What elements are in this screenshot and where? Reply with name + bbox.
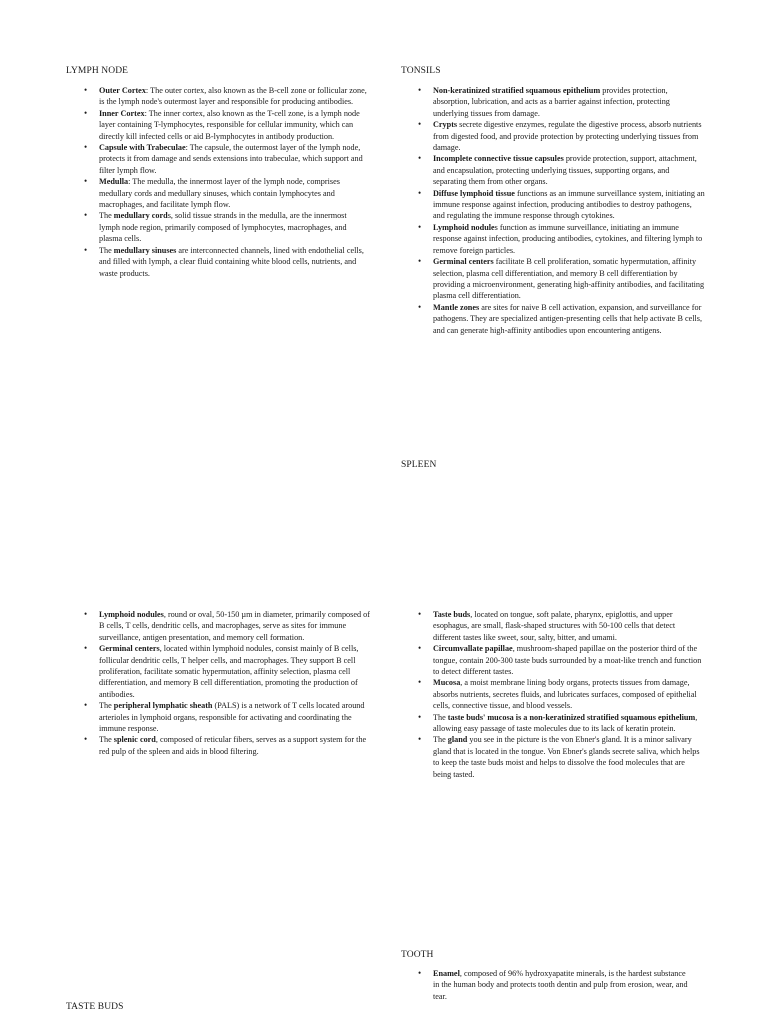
list-item — [433, 968, 693, 1002]
heading-text: SPLEEN — [401, 460, 437, 470]
item-text: secrete digestive enzymes, regulate the digestive process, absorb nutrients from digested food, and provide protection by protecting underlying tissues from damage. — [433, 120, 702, 153]
item-term: Incomplete connective tissue capsules — [433, 154, 564, 164]
tooth-list — [433, 968, 693, 1002]
item-term: Capsule with Trabeculae — [99, 143, 186, 153]
list-item — [99, 108, 369, 142]
item-text: , located within lymphoid nodules, consist mainly of B cells, follicular dendritic cells, T helper cells, and macrophages. They support B cell proliferation, facilitate somatic hypermutation, affinity selection, plasma cell differentiation, and memory B cell differentiation, promoting the production of antibodies. — [99, 644, 359, 699]
item-term: gland — [447, 735, 468, 745]
taste-buds-list — [433, 609, 705, 780]
item-text: are interconnected channels, lined with endothelial cells, and filled with lymph, a clear fluid containing white blood cells, nutrients, and waste products. — [99, 245, 364, 278]
list-item — [433, 712, 705, 735]
list-item — [433, 609, 705, 643]
item-prefix: The — [99, 211, 114, 221]
item-term: Mucosa — [433, 678, 461, 688]
list-item — [433, 153, 705, 187]
item-text: facilitate B cell proliferation, somatic hypermutation, affinity selection, plasma cell differentiation, and memory B cell differentiation by providing a microenvironment, generating high-affinity antibodies, and facilitating plasma cell differentiation. — [433, 257, 705, 301]
item-text: : The outer cortex, also known as the B-cell zone or follicular zone, is the lymph node's outermost layer and responsible for producing antibodies. — [99, 86, 367, 107]
item-text: s function as immune surveillance, initiating an immune response against infection, producing antibodies, cytokines, and filtering lymph to remove foreign particles. — [433, 222, 703, 255]
list-item — [433, 119, 705, 153]
list-item — [99, 609, 371, 643]
spleen-list — [99, 609, 371, 757]
item-term: medullary sinuses — [113, 245, 177, 255]
item-prefix: The — [433, 735, 448, 745]
lymph-node-list — [99, 85, 369, 279]
item-text: functions as an immune surveillance system, initiating an immune response against infection, producing antibodies to destroy pathogens, and regulating the immune response through cytokines. — [433, 188, 705, 221]
section-heading-taste-buds — [66, 1001, 124, 1013]
item-term: Lymphoid nodules — [99, 610, 164, 619]
item-text: you see in the picture is the von Ebner's gland. It is a minor salivary gland that is located in the tongue. Von Ebner's glands secrete saliva, which helps to keep the taste buds moist and helps to dissolve the food molecules that are being tasted. — [433, 735, 700, 779]
heading-text: TONSILS — [401, 66, 441, 76]
item-term: Crypts — [433, 120, 458, 130]
item-term: Circumvallate papillae — [433, 644, 513, 654]
item-text: , composed of 96% hydroxyapatite minerals, is the hardest substance in the human body and protects tooth dentin and pulp from erosion, wear, and tear. — [433, 969, 688, 1001]
item-prefix: The — [99, 735, 114, 745]
item-text: , mushroom-shaped papillae on the posterior third of the tongue, contain 200-300 taste buds surrounded by a moat-like trench and function to detect different tastes. — [433, 644, 702, 677]
item-term: Non-keratinized stratified squamous epithelium — [433, 86, 601, 95]
item-term: medullary cord — [113, 211, 168, 221]
item-text: , a moist membrane lining body organs, protects tissues from damage, absorbs nutrients, secretes fluids, and lubricates surfaces, composed of epithelial cells, connective tissue, and blood vessels. — [433, 678, 697, 711]
item-term: taste buds' mucosa is a non-keratinized stratified squamous epithelium — [447, 712, 696, 722]
list-item — [433, 222, 705, 256]
heading-text: LYMPH NODE — [66, 66, 129, 76]
list-item — [433, 85, 705, 119]
section-heading-tonsils — [401, 65, 441, 77]
item-text: : The medulla, the innermost layer of the lymph node, comprises medullary cords and medullary sinuses, which contain lymphocytes and macrophages, and facilitate lymph flow. — [99, 177, 340, 210]
item-term: Germinal centers — [433, 257, 494, 267]
bullet-list — [433, 968, 693, 1002]
list-item — [433, 734, 705, 780]
item-text: , allowing easy passage of taste molecules due to its lack of keratin protein. — [433, 712, 698, 734]
item-text: provide protection, support, attachment, and encapsulation, protecting underlying tissues, supporting organs, and separating them from other organs. — [433, 154, 697, 187]
bullet-list — [99, 609, 371, 757]
list-item — [433, 188, 705, 222]
item-prefix: The — [433, 712, 448, 722]
bullet-list — [433, 609, 705, 780]
item-text: are sites for naive B cell activation, expansion, and surveillance for pathogens. They are specialized antigen-presenting cells that help activate B cells, and can generate high-affinity antibodies upon encountering antigens. — [433, 302, 703, 335]
list-item — [99, 643, 371, 700]
item-term: Inner Cortex — [99, 108, 145, 118]
item-term: Outer Cortex — [99, 86, 146, 95]
item-term: Enamel — [433, 969, 460, 978]
heading-text: TOOTH — [401, 950, 434, 960]
item-term: Medulla — [99, 177, 129, 187]
list-item — [99, 734, 371, 757]
item-text: s, solid tissue strands in the medulla, are the innermost lymph node region, primarily composed of lymphocytes, macrophages, and plasma cells. — [99, 211, 347, 244]
item-text: : The capsule, the outermost layer of the lymph node, protects it from damage and sends extensions into trabeculae, which support and filter lymph flow. — [99, 143, 363, 175]
item-term: Mantle zones — [433, 302, 480, 312]
item-text: , located on tongue, soft palate, pharynx, epiglottis, and upper esophagus, are small, flask-shaped structures with 50-100 cells that detect different tastes like sweet, sour, salty, bitter, and umami. — [433, 610, 676, 642]
item-term: Diffuse lymphoid tissue — [433, 188, 515, 198]
item-text: , composed of reticular fibers, serves as a support system for the red pulp of the spleen and aids in blood filtering. — [99, 735, 367, 756]
item-prefix: The — [99, 701, 114, 711]
heading-text: TASTE BUDS — [66, 1002, 124, 1012]
list-item — [433, 677, 705, 711]
bullet-list — [433, 85, 705, 336]
list-item — [433, 256, 705, 302]
item-text: provides protection, absorption, lubrication, and acts as a barrier against infection, protecting underlying tissues from damage. — [433, 86, 670, 118]
list-item — [433, 643, 705, 677]
list-item — [99, 85, 369, 108]
list-item — [99, 245, 369, 279]
bullet-list — [99, 85, 369, 279]
tonsils-list — [433, 85, 705, 336]
item-term: splenic cord — [113, 735, 156, 745]
item-term: peripheral lymphatic sheath — [113, 701, 213, 711]
item-term: Taste buds — [433, 610, 471, 619]
item-term: Lymphoid nodule — [433, 222, 495, 232]
list-item — [99, 142, 369, 176]
list-item — [99, 176, 369, 210]
section-heading-tooth — [401, 949, 434, 961]
item-term: Germinal centers — [99, 644, 160, 654]
list-item — [99, 210, 369, 244]
item-text: (PALS) is a network of T cells located around arterioles in lymphoid organs, responsible for activating and coordinating the immune response. — [99, 701, 365, 734]
list-item — [99, 700, 371, 734]
item-prefix: The — [99, 245, 114, 255]
section-heading-lymph-node — [66, 65, 128, 77]
section-heading-spleen — [401, 459, 436, 471]
list-item — [433, 302, 705, 336]
item-text: : The inner cortex, also known as the T-cell zone, is a lymph node layer containing T-lymphocytes, responsible for cellular immunity, which can directly kill infected cells or aid B-lymphocytes in antibody production. — [99, 108, 360, 141]
item-text: , round or oval, 50-150 µm in diameter, primarily composed of B cells, T cells, dendritic cells, and macrophages, serve as sites for immune surveillance, antigen presentation, and memory cell formation. — [99, 610, 370, 642]
